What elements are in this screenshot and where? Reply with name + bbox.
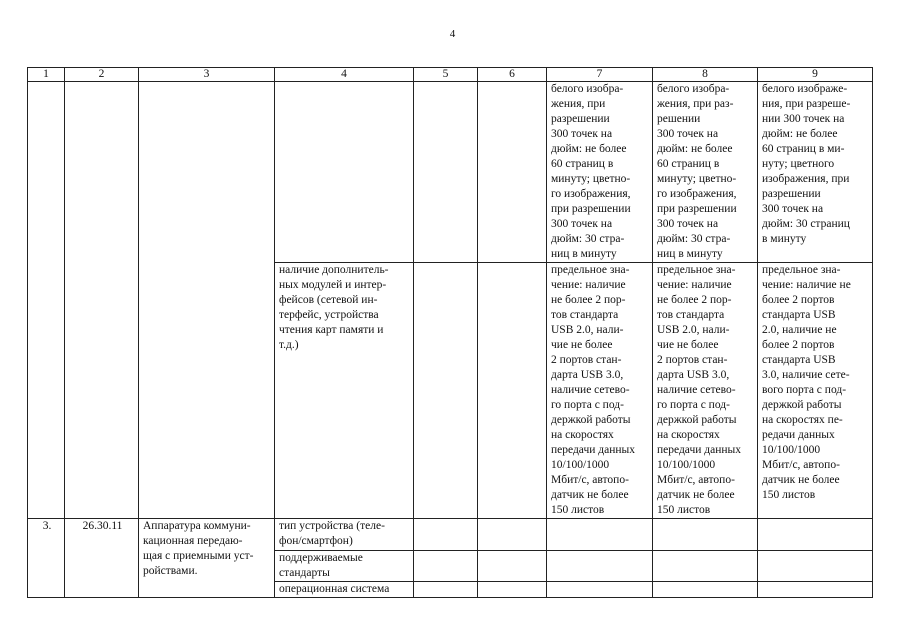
header-row bbox=[28, 68, 873, 82]
ports-limit-cell: предельное зна- чение: наличие не более 2 портов стандарта USB 2.0, наличие не более 2 портов стандарта USB 3.0, наличие сете- вого порта с под- держкой работы на скоростях пе- редачи данных 10/100/1000 Мбит/с, автопо- датчик не более 150 листов bbox=[758, 263, 873, 519]
header-cell: 6 bbox=[478, 68, 547, 82]
table-cell bbox=[414, 263, 478, 519]
characteristic-cell: поддерживаемые стандарты bbox=[275, 551, 414, 582]
table-cell bbox=[65, 82, 139, 519]
header-cell: 7 bbox=[547, 68, 653, 82]
row-number-cell: 3. bbox=[28, 519, 65, 598]
table-cell bbox=[414, 519, 478, 551]
table-cell bbox=[414, 551, 478, 582]
table-cell bbox=[275, 82, 414, 263]
product-name-cell: Аппаратура коммуни- кационная передаю- щая с приемными уст- ройствами. bbox=[139, 519, 275, 598]
table-row bbox=[28, 82, 873, 263]
ports-limit-cell: предельное зна- чение: наличие не более 2 пор- тов стандарта USB 2.0, нали- чие не более 2 портов стан- дарта USB 3.0, наличие сетево- го порта с под- держкой работы на скоростях передачи данных 10/100/1000 Мбит/с, автопо- датчик не более 150 листов bbox=[547, 263, 653, 519]
page-number: 4 bbox=[449, 28, 456, 40]
table-cell bbox=[653, 582, 758, 598]
header-cell: 5 bbox=[414, 68, 478, 82]
speed-limit-cell: белого изобра- жения, при раз- решении 300 точек на дюйм: не более 60 страниц в минуту; цветно- го изображения, при разрешении 300 точек на дюйм: 30 стра- ниц в минуту bbox=[653, 82, 758, 263]
characteristic-cell: операционная система bbox=[275, 582, 414, 598]
speed-limit-cell: белого изобра- жения, при разрешении 300 точек на дюйм: не более 60 страниц в минуту; цветно- го изображения, при разрешении 300 точек на дюйм: 30 стра- ниц в минуту bbox=[547, 82, 653, 263]
table-cell bbox=[28, 82, 65, 519]
table-cell bbox=[758, 519, 873, 551]
table-row bbox=[28, 519, 873, 551]
table-cell bbox=[478, 82, 547, 263]
okpd-code-cell: 26.30.11 bbox=[65, 519, 139, 598]
specification-table bbox=[27, 67, 873, 598]
table-cell bbox=[547, 551, 653, 582]
table-cell bbox=[758, 551, 873, 582]
table-cell bbox=[653, 519, 758, 551]
header-cell: 8 bbox=[653, 68, 758, 82]
table-cell bbox=[414, 582, 478, 598]
header-cell: 3 bbox=[139, 68, 275, 82]
table-cell bbox=[758, 582, 873, 598]
table-cell bbox=[478, 582, 547, 598]
ports-limit-cell: предельное зна- чение: наличие не более 2 пор- тов стандарта USB 2.0, нали- чие не более 2 портов стан- дарта USB 3.0, наличие сетево- го порта с под- держкой работы на скоростях передачи данных 10/100/1000 Мбит/с, автопо- датчик не более 150 листов bbox=[653, 263, 758, 519]
table-cell bbox=[414, 82, 478, 263]
table-cell bbox=[478, 519, 547, 551]
characteristic-cell: тип устройства (теле- фон/смартфон) bbox=[275, 519, 414, 551]
table-cell bbox=[139, 82, 275, 519]
table-cell bbox=[547, 582, 653, 598]
header-cell: 9 bbox=[758, 68, 873, 82]
speed-limit-cell: белого изображе- ния, при разреше- нии 300 точек на дюйм: не более 60 страниц в ми- нуту; цветного изображения, при разрешении 300 точек на дюйм: 30 страниц в минуту bbox=[758, 82, 873, 263]
table-cell bbox=[547, 519, 653, 551]
header-cell: 2 bbox=[65, 68, 139, 82]
header-cell: 1 bbox=[28, 68, 65, 82]
characteristic-cell: наличие дополнитель- ных модулей и интер- фейсов (сетевой ин- терфейс, устройства чтения карт памяти и т.д.) bbox=[275, 263, 414, 519]
table-cell bbox=[653, 551, 758, 582]
table-cell bbox=[478, 263, 547, 519]
table-cell bbox=[478, 551, 547, 582]
header-cell: 4 bbox=[275, 68, 414, 82]
